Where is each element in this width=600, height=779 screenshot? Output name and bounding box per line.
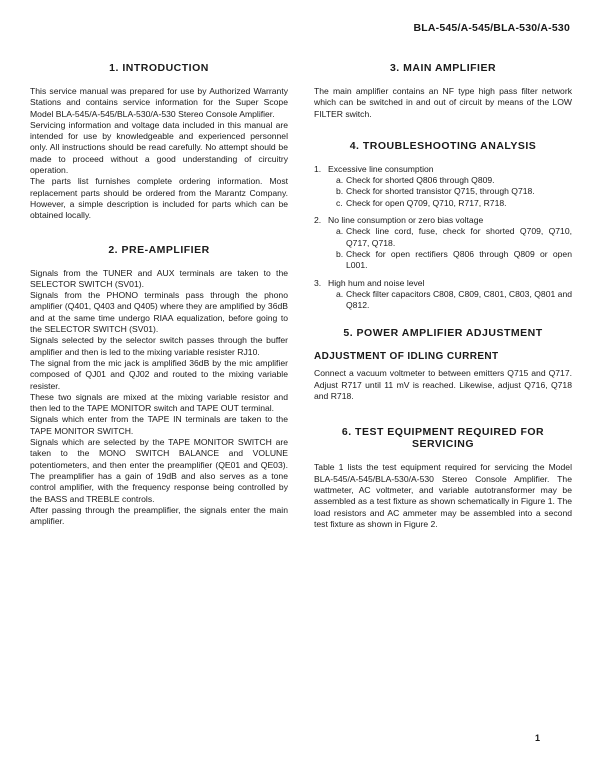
introduction-paragraph: The parts list furnishes complete ordering information. Most replacement parts should be ordered from the Marantz Company. However, a simple description is included for parts which can be obtained locally.	[30, 176, 288, 221]
pre-amplifier-paragraph: The signal from the mic jack is amplified 36dB by the mic amplifier composed of QJ01 and QJ02 and routed to the mixing variable resister.	[30, 357, 288, 391]
section-troubleshooting	[314, 140, 572, 312]
main-amplifier-heading: 3. MAIN AMPLIFIER	[389, 62, 497, 74]
list-item: 3. High hum and noise level a. Check filter capacitors C808, C809, C801, C803, Q801 and Q812.	[314, 277, 572, 311]
main-amplifier-paragraph: The main amplifier contains an NF type high pass filter network which can be switched in and out of circuit by means of the LOW FILTER switch.	[314, 86, 572, 119]
section-power-amplifier	[314, 327, 572, 402]
pre-amplifier-paragraph: After passing through the preamplifier, the signals enter the main amplifier.	[30, 504, 288, 527]
page-number: 1	[534, 733, 540, 743]
section-main-amplifier	[314, 62, 572, 120]
document-header-model: BLA-545/A-545/BLA-530/A-530	[413, 22, 570, 34]
item-label: High hum and noise level	[328, 277, 425, 288]
pre-amplifier-paragraph: These two signals are mixed at the mixing variable resistor and then led to the TAPE MONITOR switch and TAPE OUT terminal.	[30, 391, 288, 414]
idling-current-subheading: ADJUSTMENT OF IDLING CURRENT	[314, 351, 499, 363]
sub-item: a. Check for shorted Q806 through Q809.	[336, 175, 495, 186]
power-amplifier-heading: 5. POWER AMPLIFIER ADJUSTMENT	[343, 327, 543, 340]
test-equipment-paragraph: Table 1 lists the test equipment required for servicing the Model BLA-545/A-545/BLA-530/A-530 Stereo Console Amplifier. The wattmeter, AC voltmeter, and variable autotransformer may be assembled as a test fixture as shown schematically in Figure 1. The load resistors and AC ammeter may be assembled into a second test fixture as shown in Figure 2.	[314, 462, 572, 529]
left-column	[30, 62, 288, 543]
pre-amplifier-paragraph: Signals which are selected by the TAPE MONITOR SWITCH are taken to the MONO SWITCH BALANCE and VOLUNE potentiometers, and then enter the preamplifier (QE01 and QE03). The preamplifier has a gain of 19dB and also serves as a tone control amplifier, with the frequency response being controlled by the BASS and TREBLE controls.	[30, 437, 288, 504]
section-introduction	[30, 62, 288, 222]
pre-amplifier-heading: 2. PRE-AMPLIFIER	[108, 243, 210, 256]
power-amplifier-paragraph: Connect a vacuum voltmeter to between emitters Q715 and Q717. Adjust R717 until 11 mV is reached. Likewise, adjust Q716, Q718 and R718.	[314, 368, 572, 402]
test-equipment-heading: 6. TEST EQUIPMENT REQUIRED FOR SERVICING	[341, 426, 545, 451]
introduction-paragraph: Servicing information and voltage data included in this manual are intended for use by knowledgeable and experienced personnel only. All instructions should be read carefully. No attempt should be made to proceed without a good understanding of circuitry operation.	[30, 119, 288, 176]
right-column	[314, 62, 572, 546]
troubleshooting-list	[314, 164, 572, 312]
section-pre-amplifier	[30, 244, 288, 528]
section-test-equipment	[314, 426, 572, 530]
pre-amplifier-paragraph: Signals from the PHONO terminals pass through the phono amplifier (Q401, Q403 and Q405) where they are amplified by 36dB and at the same time undergo RIAA equalization, before going to the SELECTOR SWITCH (SV01).	[30, 290, 288, 335]
item-label: Excessive line consumption	[328, 163, 434, 174]
list-item: 1. Excessive line consumption a. Check for shorted Q806 through Q809. b. Check for shorted transistor Q715, through Q718. c. Check for open Q709, Q710, R717, R718.	[314, 164, 572, 209]
sub-item: b. Check for open rectifiers Q806 through Q809 or open L001.	[336, 248, 572, 271]
sub-item: b. Check for shorted transistor Q715, through Q718.	[336, 186, 535, 197]
sub-item: a. Check line cord, fuse, check for shorted Q709, Q710, Q717, Q718.	[336, 226, 572, 248]
troubleshooting-heading: 4. TROUBLESHOOTING ANALYSIS	[349, 139, 537, 152]
introduction-paragraph: This service manual was prepared for use by Authorized Warranty Stations and contains service information for the Super Scope Model BLA-545/A-545/BLA-530/A-530 Stereo Console Amplifier.	[30, 86, 288, 119]
pre-amplifier-paragraph: Signals which enter from the TAPE IN terminals are taken to the TAPE MONITOR SWITCH.	[30, 414, 288, 436]
introduction-heading: 1. INTRODUCTION	[109, 62, 209, 74]
pre-amplifier-paragraph: Signals from the TUNER and AUX terminals are taken to the SELECTOR SWITCH (SV01).	[30, 267, 288, 289]
list-item: 2. No line consumption or zero bias voltage a. Check line cord, fuse, check for shorted Q709, Q710, Q717, Q718. b. Check for open rectifiers Q806 through Q809 or open L001.	[314, 215, 572, 271]
item-label: No line consumption or zero bias voltage	[328, 215, 484, 226]
pre-amplifier-paragraph: Signals selected by the selector switch passes through the buffer amplifier and then is led to the mixing variable resister RJ10.	[30, 335, 288, 357]
sub-item: a. Check filter capacitors C808, C809, C801, C803, Q801 and Q812.	[336, 288, 572, 311]
sub-item: c. Check for open Q709, Q710, R717, R718.	[336, 197, 507, 208]
